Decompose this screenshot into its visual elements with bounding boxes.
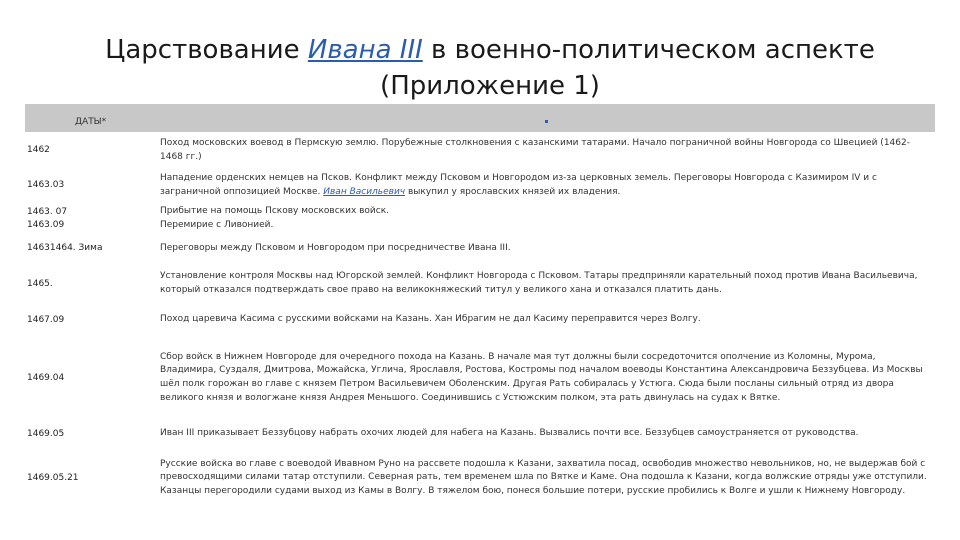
row-date: 1469.05 <box>27 428 65 439</box>
row-date: 14631464. Зима <box>27 243 103 253</box>
table-row <box>25 333 935 423</box>
row-date: 1465. <box>27 278 53 289</box>
row-description-text: Нападение орденских немцев на Псков. Конфликт между Псковом и Новгородом из-за церковных земель. Переговоры Новгорода с Казимиром IV и с заграничной оппозицией Москве. <box>160 172 877 197</box>
row-description: Иван III приказывает Беззубцову набрать охочих людей для набега на Казань. Вызвались почти все. Беззубцев самоустраняется от руководства. <box>160 428 859 439</box>
header-link-marker[interactable] <box>545 120 548 123</box>
table-row <box>25 423 935 445</box>
page-title <box>60 32 920 104</box>
table-row <box>25 307 935 333</box>
row-description: Установление контроля Москвы над Югорской землей. Конфликт Новгорода с Псковом. Татары предприняли карательный поход против Ивана Васильевича, который отказался подтверждать свое право на великокняжеский титул у великого хана и отказался платить дань. <box>160 271 918 295</box>
table-row <box>25 132 935 169</box>
title-link-ivan-iii[interactable]: Ивана III <box>307 35 423 65</box>
row-date: 1467.09 <box>27 314 65 325</box>
row-date: 1462 <box>27 145 50 155</box>
title-text-2: в военно-политическом аспекте <box>422 35 875 65</box>
table-header <box>25 104 935 132</box>
row-description-2: Перемирие с Ливонией. <box>160 220 274 230</box>
row-date: 1469.05.21 <box>27 472 79 483</box>
ivan-vasilievich-link[interactable]: Иван Васильевич <box>323 186 406 197</box>
row-date: 1469.04 <box>27 372 65 383</box>
table-row <box>25 202 935 236</box>
table-row <box>25 169 935 202</box>
row-description: Переговоры между Псковом и Новгородом при посредничестве Ивана III. <box>160 242 511 253</box>
row-description: Русские войска во главе с воеводой Ивавном Руно на рассвете подошла к Казани, захватила посад, освободив множество невольников, но, не выдержав бой с превосходящими силами татар отступили. Северная рать, тем временем шла по Вятке и Каме. Она подошла к Казани, когда волжские отряды уже отступили. Казанцы перегородили судами выход из Камы в Волгу. В тяжелом бою, понеся большие потери, русские пробились к Волге и ушли к Нижнему Новгороду. <box>160 458 927 496</box>
row-date-1: 1463. 07 <box>27 207 68 217</box>
title-subtitle: (Приложение 1) <box>380 71 600 101</box>
table-row <box>25 236 935 261</box>
row-description: Поход царевича Касима с русскими войсками на Казань. Хан Ибрагим не дал Касиму переправится через Волгу. <box>160 314 701 325</box>
header-dates: ДАТЫ* <box>75 117 107 127</box>
row-description <box>160 205 932 232</box>
row-description-text: выкупил у ярославских князей их владения. <box>405 186 621 197</box>
row-description: Сбор войск в Нижнем Новгороде для очередного похода на Казань. В начале мая тут должны были сосредоточится ополчение из Коломны, Мурома, Владимира, Суздаля, Дмитрова, Можайска, Углича, Ярославля, Ростова, Костромы под началом воеводы Константина Александровича Беззубцева. Из Москвы шёл полк горожан во главе с князем Петром Васильевичем Оболенским. Другая Рать собиралась у Устюга. Сюда были посланы сильный отряд из двора великого князя и вологжане князя Андрея Меньшого. Соединившись с Устюжским полком, эта рать двинулась на судах к Вятке. <box>160 351 923 403</box>
table-row <box>25 445 935 511</box>
row-description-1: Прибытие на помощь Пскову московских войск. <box>160 206 390 217</box>
table-row <box>25 261 935 307</box>
row-description: Поход московских воевод в Пермскую землю. Порубежные столкновения с казанскими татарами. Начало пограничной войны Новгорода со Швецией (1462-1468 гг.) <box>160 137 910 162</box>
row-date: 1463.03 <box>27 180 65 190</box>
chronology-table <box>25 104 935 511</box>
row-date <box>25 206 160 232</box>
row-date-2: 1463.09 <box>27 220 65 230</box>
row-description <box>160 172 932 199</box>
title-text-1: Царствование <box>105 35 308 65</box>
